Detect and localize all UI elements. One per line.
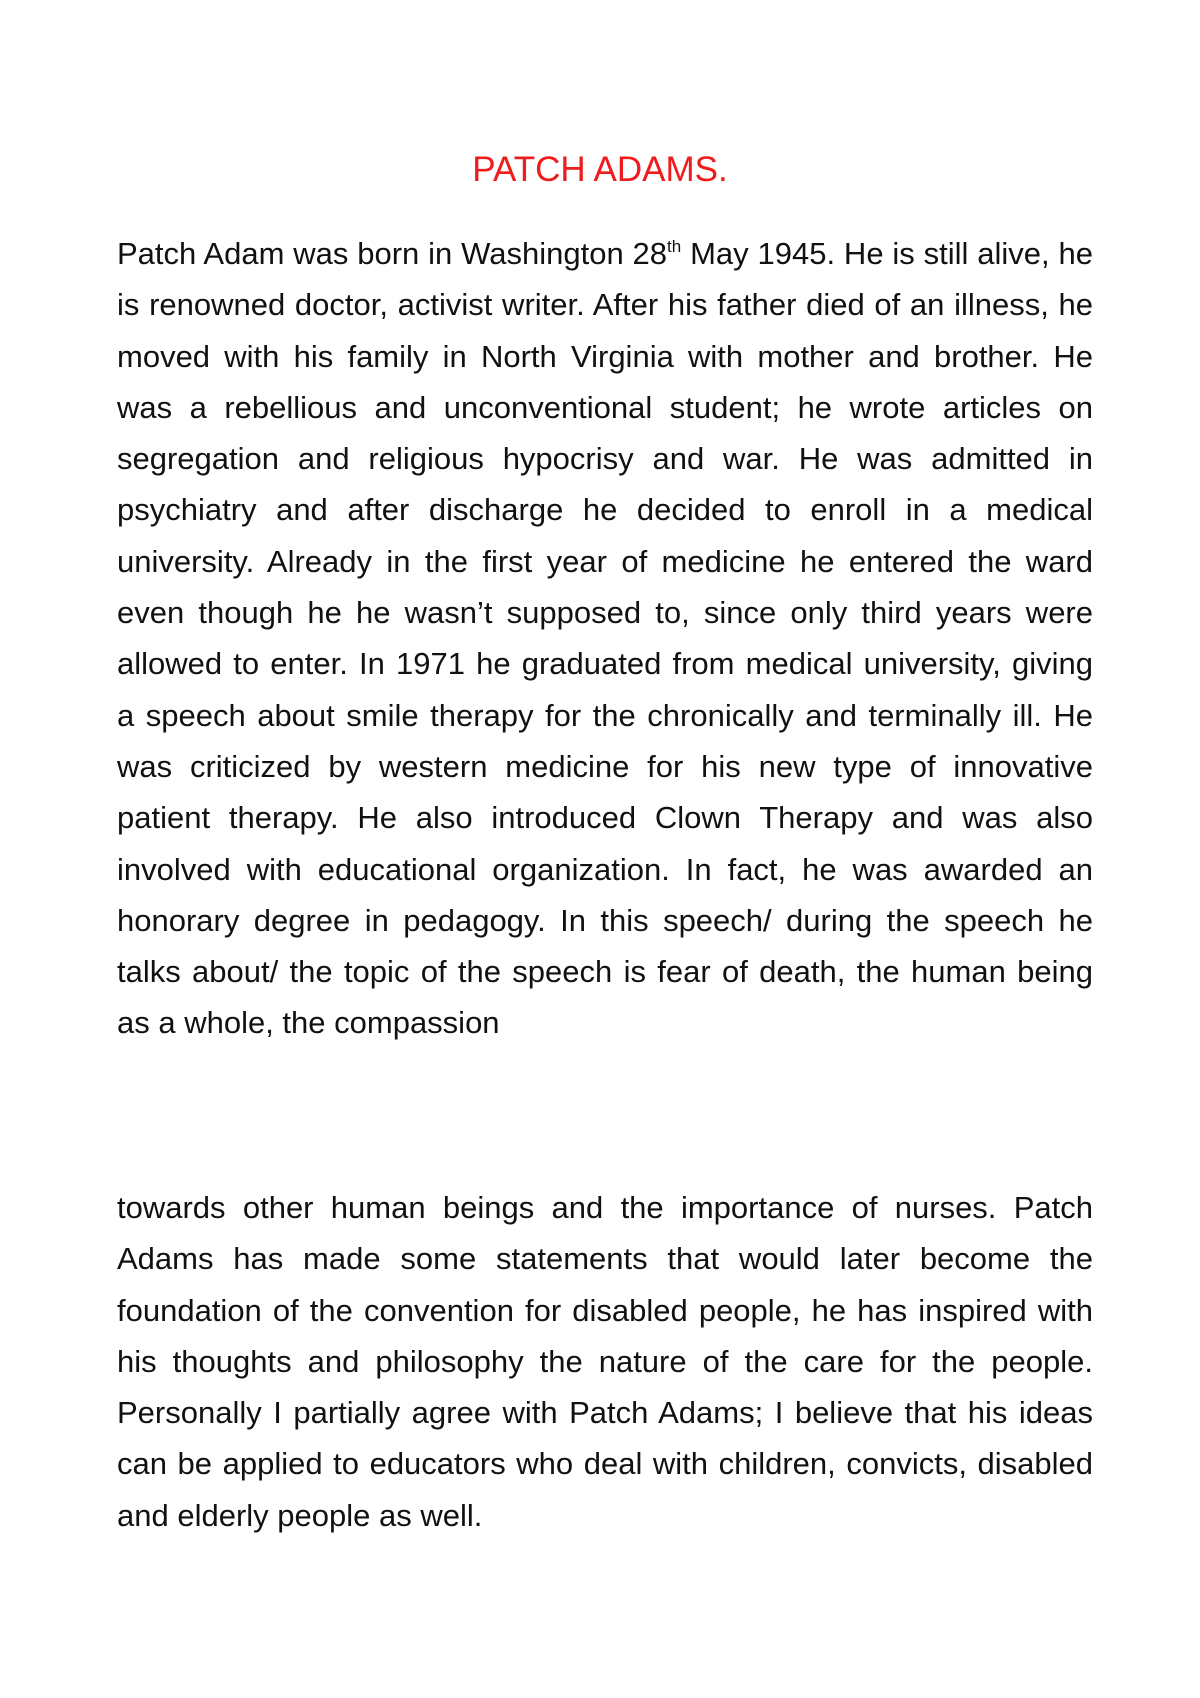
ordinal-suffix: th: [667, 237, 682, 256]
paragraph-biography-text-start: Patch Adam was born in Washington 28: [117, 236, 668, 271]
document-title: PATCH ADAMS.: [472, 150, 728, 189]
paragraph-opinion: towards other human beings and the importance of nurses. Patch Adams has made some statements that would later become the foundation of the convention for disabled people, he has inspired with his thoughts and philosophy the nature of the care for the people. Personally I partially agree with Patch Adams; I believe that his ideas can be applied to educators who deal with children, convicts, disabled and elderly people as well.: [117, 1190, 1093, 1533]
paragraph-biography-text-rest: May 1945. He is still alive, he is renowned doctor, activist writer. After his father died of an illness, he moved with his family in North Virginia with mother and brother. He was a rebellious and unconventional student; he wrote articles on segregation and religious hypocrisy and war. He was admitted in psychiatry and after discharge he decided to enroll in a medical university. Already in the first year of medicine he entered the ward even though he he wasn’t supposed to, since only third years were allowed to enter. In 1971 he graduated from medical university, giving a speech about smile therapy for the chronically and terminally ill. He was criticized by western medicine for his new type of innovative patient therapy. He also introduced Clown Therapy and was also involved with educational organization. In fact, he was awarded an honorary degree in pedagogy. In this speech/ during the speech he talks about/ the topic of the speech is fear of death, the human being as a whole, the compassion: [117, 236, 1093, 1041]
paragraph-biography: [117, 228, 1093, 1049]
